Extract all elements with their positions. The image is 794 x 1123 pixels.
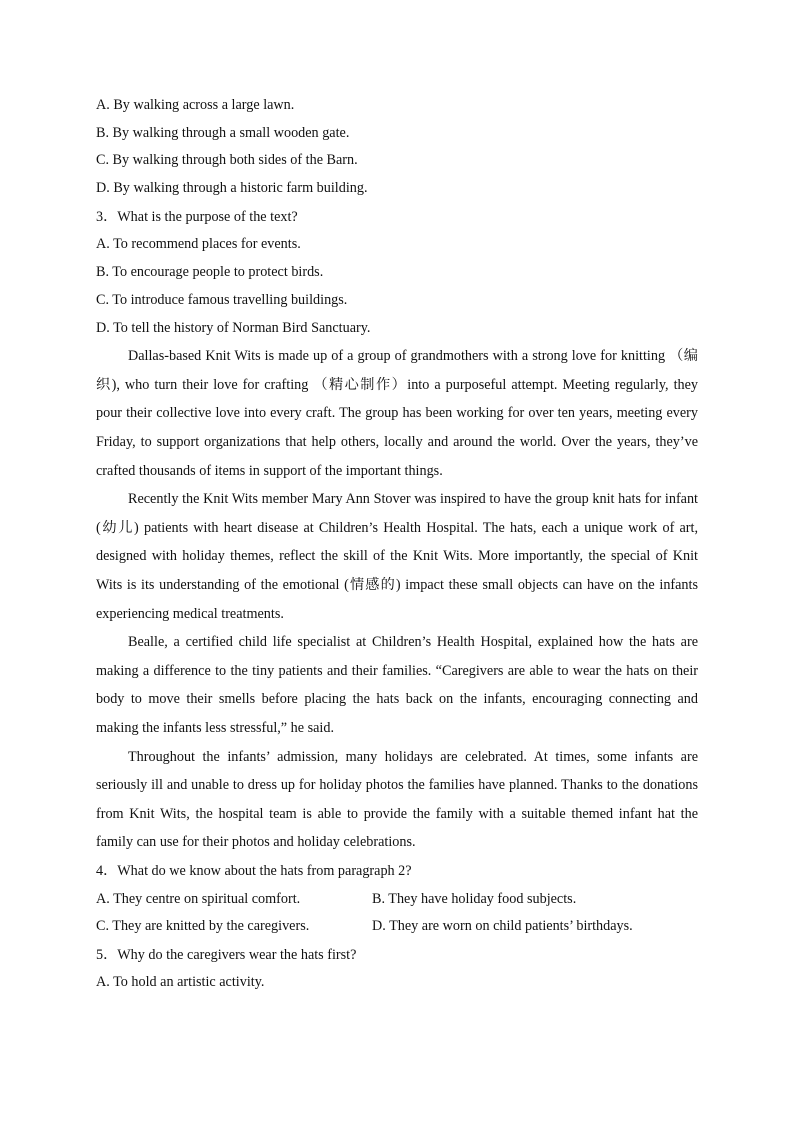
q4-options-row-2 bbox=[96, 913, 698, 941]
q4-option-b: B. They have holiday food subjects. bbox=[372, 890, 577, 907]
q2-option-a: A. By walking across a large lawn. bbox=[96, 97, 295, 113]
q2-options bbox=[96, 92, 698, 203]
q3-option-a: A. To recommend places for events. bbox=[96, 236, 301, 253]
q4-option-a: A. They centre on spiritual comfort. bbox=[96, 890, 301, 907]
q5-question: 5．Why do the caregivers wear the hats first? bbox=[96, 946, 357, 963]
q2-option-c: C. By walking through both sides of the Barn. bbox=[96, 152, 358, 169]
q4-options-row-1 bbox=[96, 886, 698, 914]
passage-paragraph-3: Bealle, a certified child life specialist at Children’s Health Hospital, explained how the hats are making a difference to the tiny patients and their families. “Caregivers are able to wear the hats on their body to move their smells before placing the hats back on the infants, encouraging connecting and making the infants less stressful,” he said. bbox=[96, 634, 698, 736]
question-3 bbox=[96, 203, 698, 342]
passage-paragraph-1: Dallas-based Knit Wits is made up of a group of grandmothers with a strong love for knitting （编织), who turn their love for crafting （精心制作）into a purposeful attempt. Meeting regularly, they pour their collective love into every craft. The group has been working for over ten years, meeting every Friday, to support organizations that help others, locally and around the world. Over the years, they’ve crafted thousands of items in support of the important things. bbox=[96, 348, 698, 479]
question-4 bbox=[96, 857, 698, 941]
passage-paragraph-4: Throughout the infants’ admission, many holidays are celebrated. At times, some infants are seriously ill and unable to dress up for holiday photos the families have planned. Thanks to the donations from Knit Wits, the hospital team is able to provide the family with a suitable themed infant hat the family can use for their photos and holiday celebrations. bbox=[96, 748, 698, 851]
passage-paragraph-2: Recently the Knit Wits member Mary Ann Stover was inspired to have the group knit hats for infant (幼儿) patients with heart disease at Children’s Health Hospital. The hats, each a unique work of art, designed with holiday themes, reflect the skill of the Knit Wits. More importantly, the special of Knit Wits is its understanding of the emotional (情感的) impact these small objects can have on the infants experiencing medical treatments. bbox=[96, 491, 698, 622]
question-5 bbox=[96, 941, 698, 997]
q4-option-d: D. They are worn on child patients’ birthdays. bbox=[372, 918, 633, 934]
q3-option-d: D. To tell the history of Norman Bird Sanctuary. bbox=[96, 319, 371, 336]
q5-option-a: A. To hold an artistic activity. bbox=[96, 974, 265, 991]
document-page bbox=[96, 92, 698, 997]
q2-option-b: B. By walking through a small wooden gate. bbox=[96, 124, 350, 141]
q3-question: 3．What is the purpose of the text? bbox=[96, 208, 298, 225]
q4-question: 4．What do we know about the hats from paragraph 2? bbox=[96, 862, 412, 879]
q4-option-c: C. They are knitted by the caregivers. bbox=[96, 918, 310, 934]
q3-option-c: C. To introduce famous travelling buildings. bbox=[96, 291, 348, 308]
q2-option-d: D. By walking through a historic farm building. bbox=[96, 180, 368, 197]
q3-option-b: B. To encourage people to protect birds. bbox=[96, 264, 324, 281]
passage bbox=[96, 342, 698, 857]
